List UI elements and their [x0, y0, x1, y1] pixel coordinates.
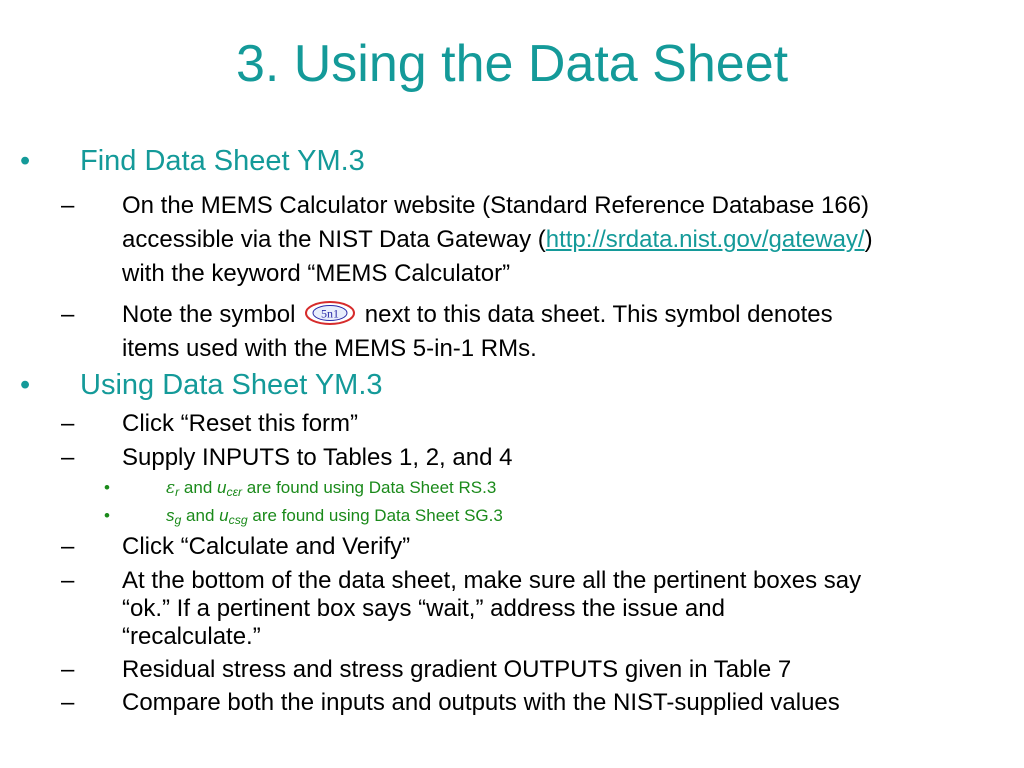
item-bottom-line1: At the bottom of the data sheet, make sure all the pertinent boxes say [122, 567, 862, 594]
symbol-subscript: csg [228, 513, 248, 528]
strain-gradient-symbol: s [166, 506, 175, 525]
item-symbol-line2: items used with the MEMS 5-in-1 RMs. [122, 335, 537, 362]
svg-text:5n1: 5n1 [321, 306, 340, 321]
dash-marker: – [61, 410, 75, 437]
dash-marker: – [61, 567, 75, 594]
dash-marker: – [61, 444, 75, 471]
sub-bullet-marker: • [104, 506, 110, 525]
symbol-subscript: g [174, 513, 182, 528]
bullet-marker: • [20, 369, 31, 401]
dash-marker: – [61, 533, 75, 560]
symbol-subscript: cεr [226, 485, 243, 500]
item-outputs: Residual stress and stress gradient OUTPUTS given in Table 7 [122, 656, 792, 683]
item-symbol-line1 [122, 301, 833, 329]
item-bottom-line3: “recalculate.” [122, 623, 261, 650]
uncertainty-symbol: u [217, 478, 227, 497]
sub-bullet-marker: • [104, 478, 110, 497]
dash-marker: – [61, 192, 75, 219]
subitem-joiner: and [181, 506, 220, 525]
gateway-link[interactable]: http://srdata.nist.gov/gateway/ [545, 226, 865, 253]
item-symbol-after: next to this data sheet. This symbol denotes [364, 301, 833, 328]
uncertainty-symbol: u [219, 506, 229, 525]
item-website-line2-text: accessible via the NIST Data Gateway ( [122, 226, 546, 253]
subitem-strain-gradient [166, 506, 503, 527]
slide-title: 3. Using the Data Sheet [235, 35, 789, 93]
dash-marker: – [61, 656, 75, 683]
subitem-text: are found using Data Sheet SG.3 [247, 506, 503, 525]
bullet-marker: • [20, 145, 31, 177]
item-calculate: Click “Calculate and Verify” [122, 533, 411, 560]
subitem-joiner: and [179, 478, 218, 497]
item-website-line3: with the keyword “MEMS Calculator” [122, 260, 511, 287]
item-supply-inputs: Supply INPUTS to Tables 1, 2, and 4 [122, 444, 513, 471]
item-reset: Click “Reset this form” [122, 410, 359, 437]
item-website-line2 [122, 226, 873, 254]
dash-marker: – [61, 689, 75, 716]
subitem-text: are found using Data Sheet RS.3 [242, 478, 497, 497]
epsilon-symbol: ε [166, 478, 176, 498]
item-compare: Compare both the inputs and outputs with the NIST-supplied values [122, 689, 840, 716]
5n1-badge-icon [305, 301, 355, 325]
section-heading-find: Find Data Sheet YM.3 [80, 145, 365, 177]
subitem-residual-strain [166, 478, 496, 499]
item-bottom-line2: “ok.” If a pertinent box says “wait,” address the issue and [122, 595, 725, 622]
item-symbol-before: Note the symbol [122, 301, 296, 328]
item-website-line1: On the MEMS Calculator website (Standard Reference Database 166) [122, 192, 870, 219]
dash-marker: – [61, 301, 75, 328]
symbol-subscript: r [175, 485, 180, 500]
section-heading-using: Using Data Sheet YM.3 [80, 369, 383, 401]
item-website-line2-close: ) [864, 226, 873, 253]
